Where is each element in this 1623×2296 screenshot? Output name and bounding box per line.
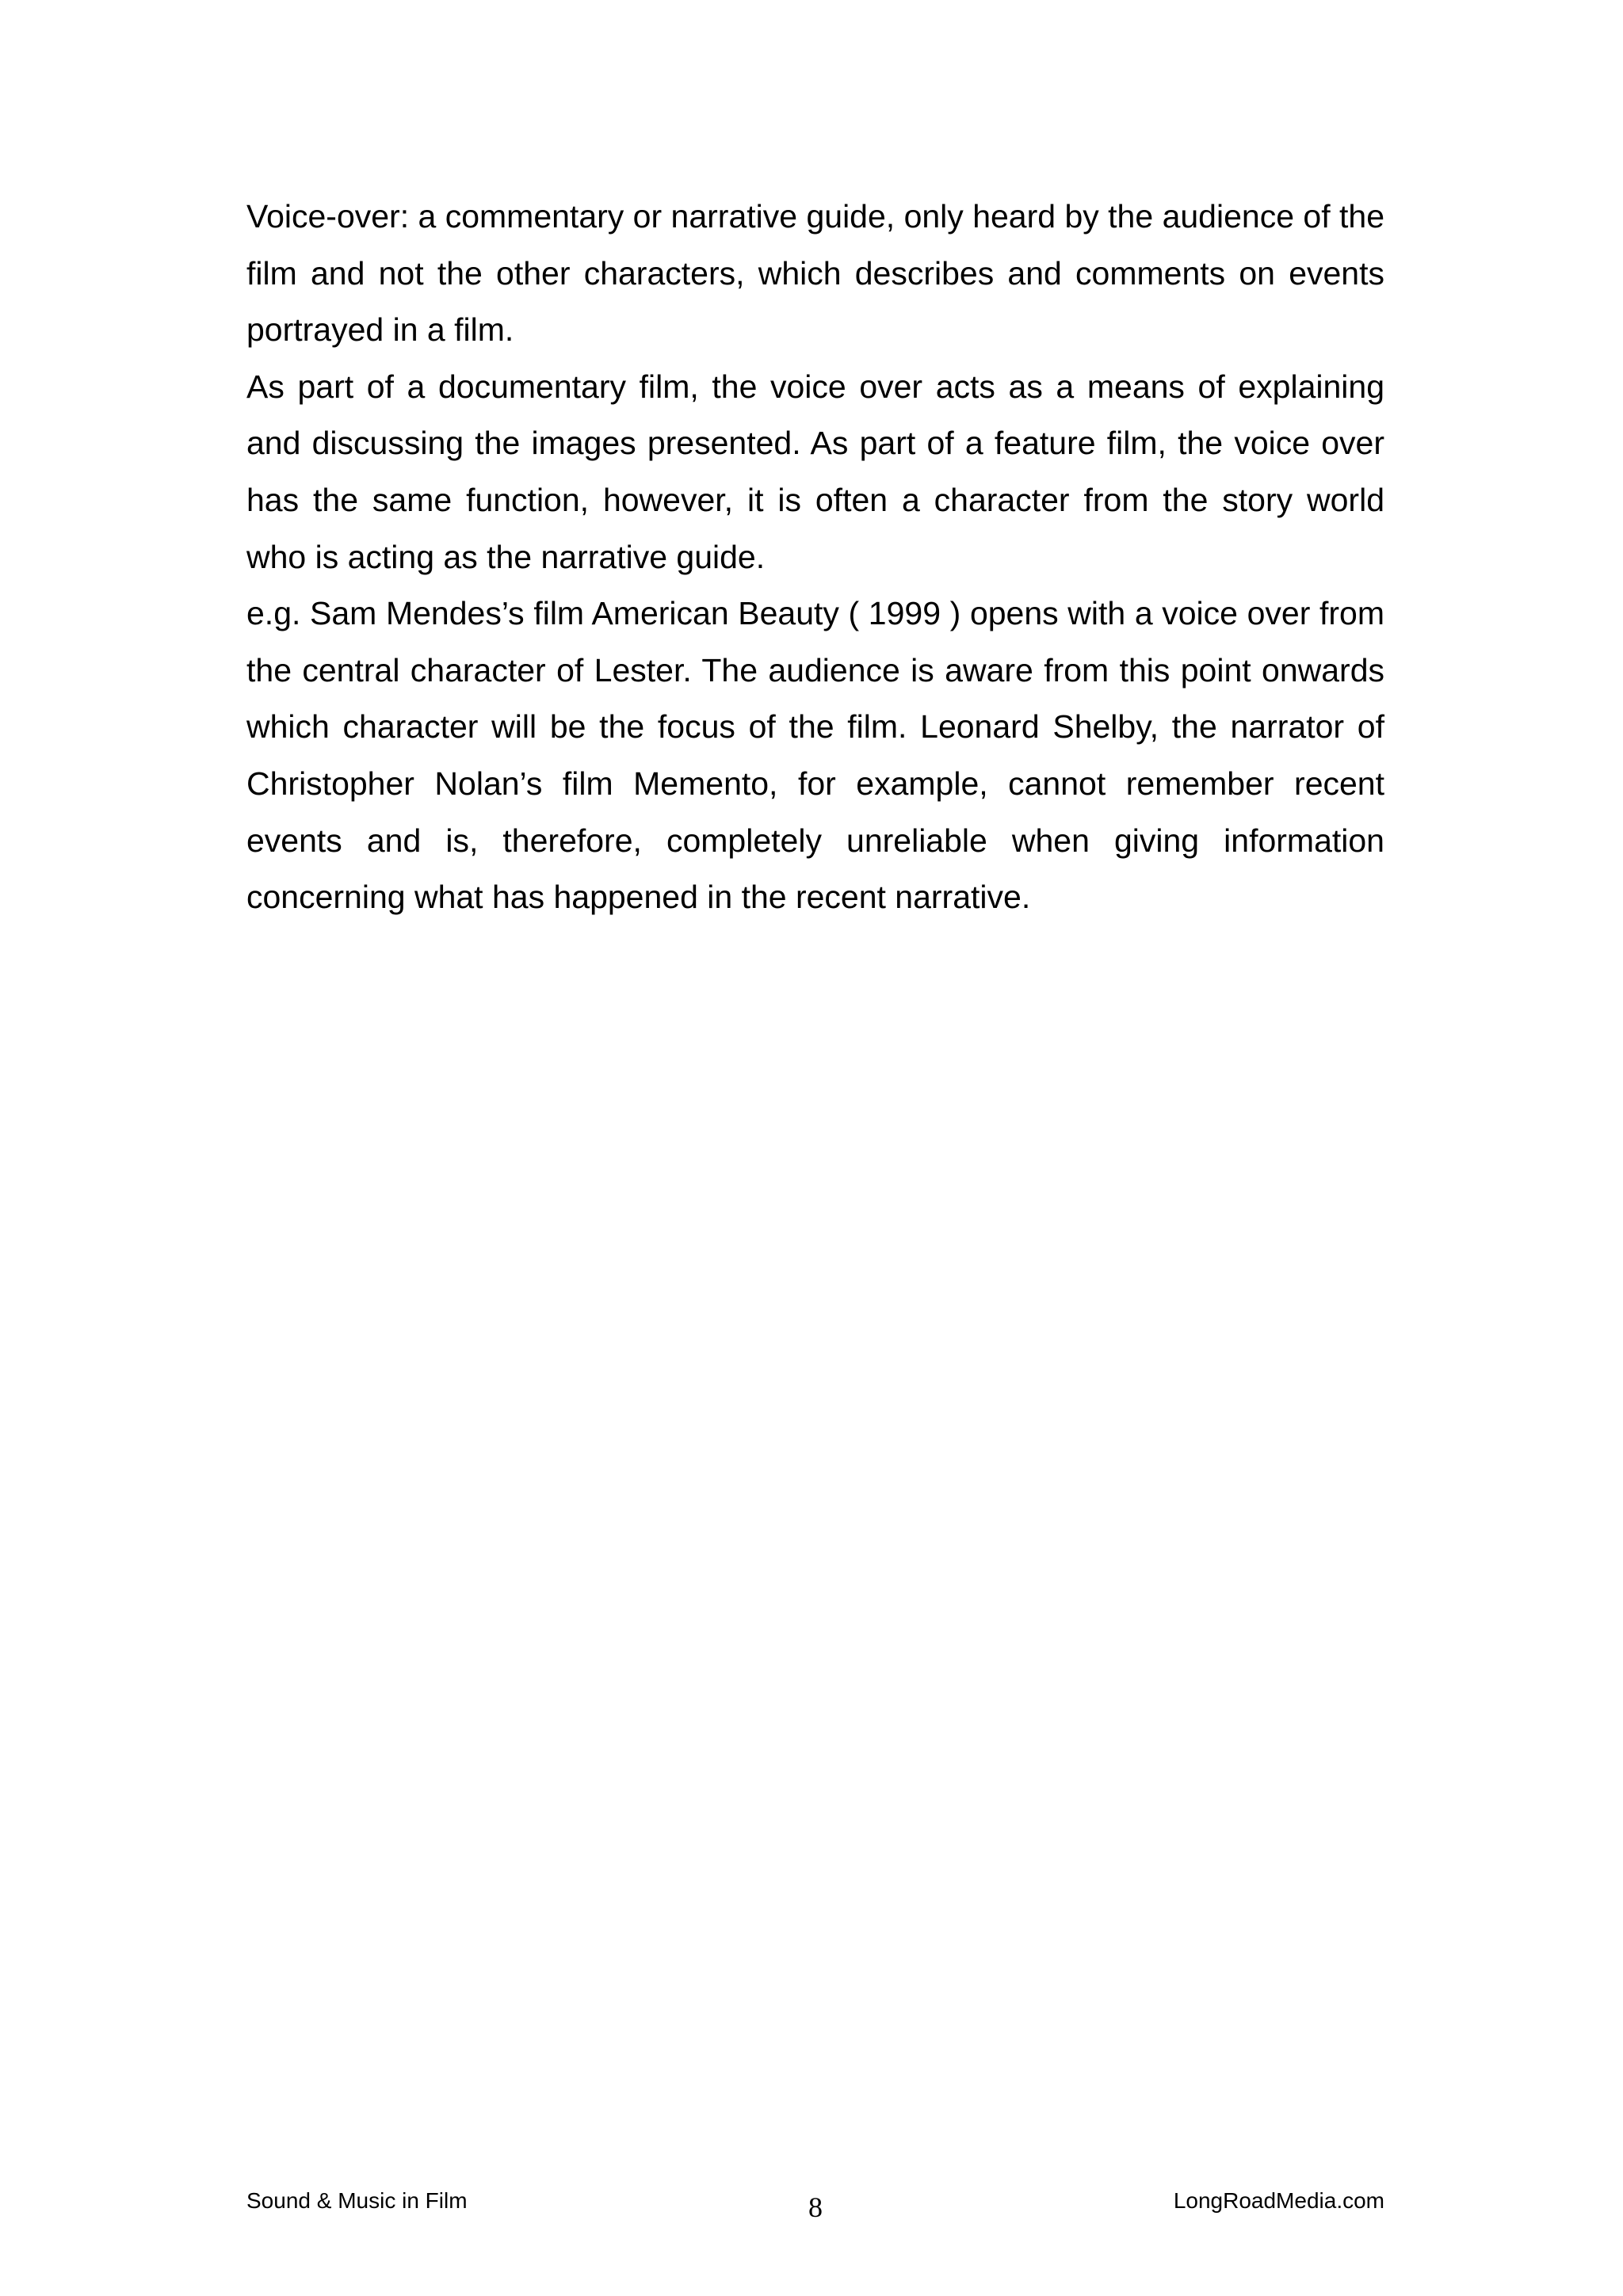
footer-document-title: Sound & Music in Film	[246, 2188, 468, 2213]
body-text	[246, 189, 1384, 926]
footer-website: LongRoadMedia.com	[1173, 2188, 1384, 2213]
page-footer	[246, 2187, 1384, 2234]
paragraph-examples: e.g. Sam Mendes’s film American Beauty ( 1999 ) opens with a voice over from the central character of Lester. The audience is aware from this point onwards which character will be the focus of the film. Leonard Shelby, the narrator of Christopher Nolan’s film Memento, for example, cannot remember recent events and is, therefore, completely unreliable when giving information concerning what has happened in the recent narrative.	[246, 595, 1384, 916]
paragraph-documentary-usage: As part of a documentary film, the voice over acts as a means of explaining and discussing the images presented. As part of a feature film, the voice over has the same function, however, it is often a character from the story world who is acting as the narrative guide.	[246, 368, 1384, 575]
paragraph-voice-over-definition: Voice-over: a commentary or narrative guide, only heard by the audience of the film and not the other characters, which describes and comments on events portrayed in a film.	[246, 198, 1384, 349]
page-number: 8	[808, 2191, 823, 2223]
